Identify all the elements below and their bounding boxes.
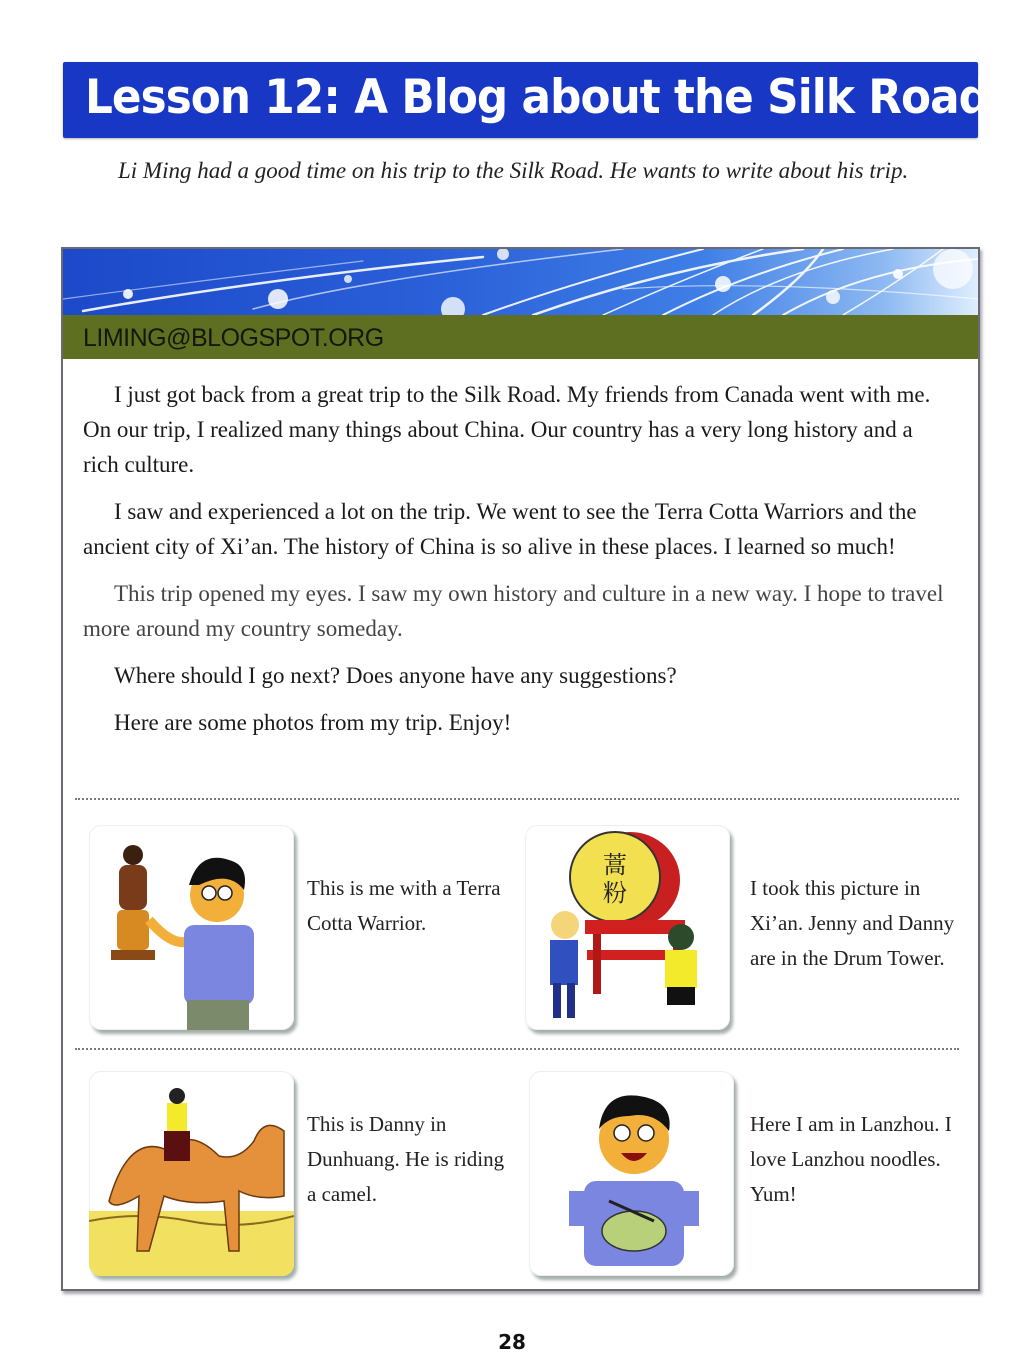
boy-with-warrior-illustration (89, 825, 294, 1030)
photo-caption: This is Danny in Dunhuang. He is riding a camel. (307, 1112, 505, 1206)
blog-banner-image (63, 249, 978, 315)
blog-post-body (83, 377, 953, 752)
svg-text:蒿: 蒿 (603, 851, 627, 879)
dotted-divider (75, 798, 959, 800)
photo-caption: Here I am in Lanzhou. I love Lanzhou noodles. Yum! (750, 1112, 952, 1206)
blog-paragraph: Where should I go next? Does anyone have any suggestions? (114, 663, 677, 688)
camel-ride-illustration (89, 1071, 294, 1276)
lesson-title: Lesson 12: A Blog about the Silk Road (85, 70, 990, 125)
blog-paragraph: I just got back from a great trip to the Silk Road. My friends from Canada went with me. On our trip, I realized many things about China. Our country has a very long history and a rich culture. (83, 382, 931, 477)
blog-paragraph: This trip opened my eyes. I saw my own history and culture in a new way. I hope to travel more around my country someday. (83, 581, 944, 641)
drum-tower-illustration (525, 825, 730, 1030)
lesson-intro: Li Ming had a good time on his trip to the Silk Road. He wants to write about his trip. (118, 158, 909, 183)
photo-lanzhou-noodles[interactable] (529, 1071, 734, 1276)
photo-terra-cotta-warrior[interactable] (89, 825, 294, 1030)
blog-paragraph: Here are some photos from my trip. Enjoy! (114, 710, 512, 735)
photo-caption: This is me with a Terra Cotta Warrior. (307, 876, 501, 935)
photo-drum-tower[interactable] (525, 825, 730, 1030)
blog-paragraph: I saw and experienced a lot on the trip. We went to see the Terra Cotta Warriors and the ancient city of Xi’an. The history of China is so alive in these places. I learned so much! (83, 499, 917, 559)
dotted-divider (75, 1048, 959, 1050)
page-number: 28 (498, 1330, 526, 1354)
blog-url[interactable]: LIMING@BLOGSPOT.ORG (83, 324, 384, 352)
blog-frame (61, 247, 980, 1291)
boy-eating-noodles-illustration (529, 1071, 734, 1276)
light-streaks-decoration (63, 249, 978, 315)
photo-caption: I took this picture in Xi’an. Jenny and Danny are in the Drum Tower. (750, 876, 955, 970)
blog-url-bar (63, 315, 978, 359)
lesson-title-bar (63, 62, 990, 138)
svg-text:粉: 粉 (603, 879, 627, 907)
photo-camel-dunhuang[interactable] (89, 1071, 294, 1276)
